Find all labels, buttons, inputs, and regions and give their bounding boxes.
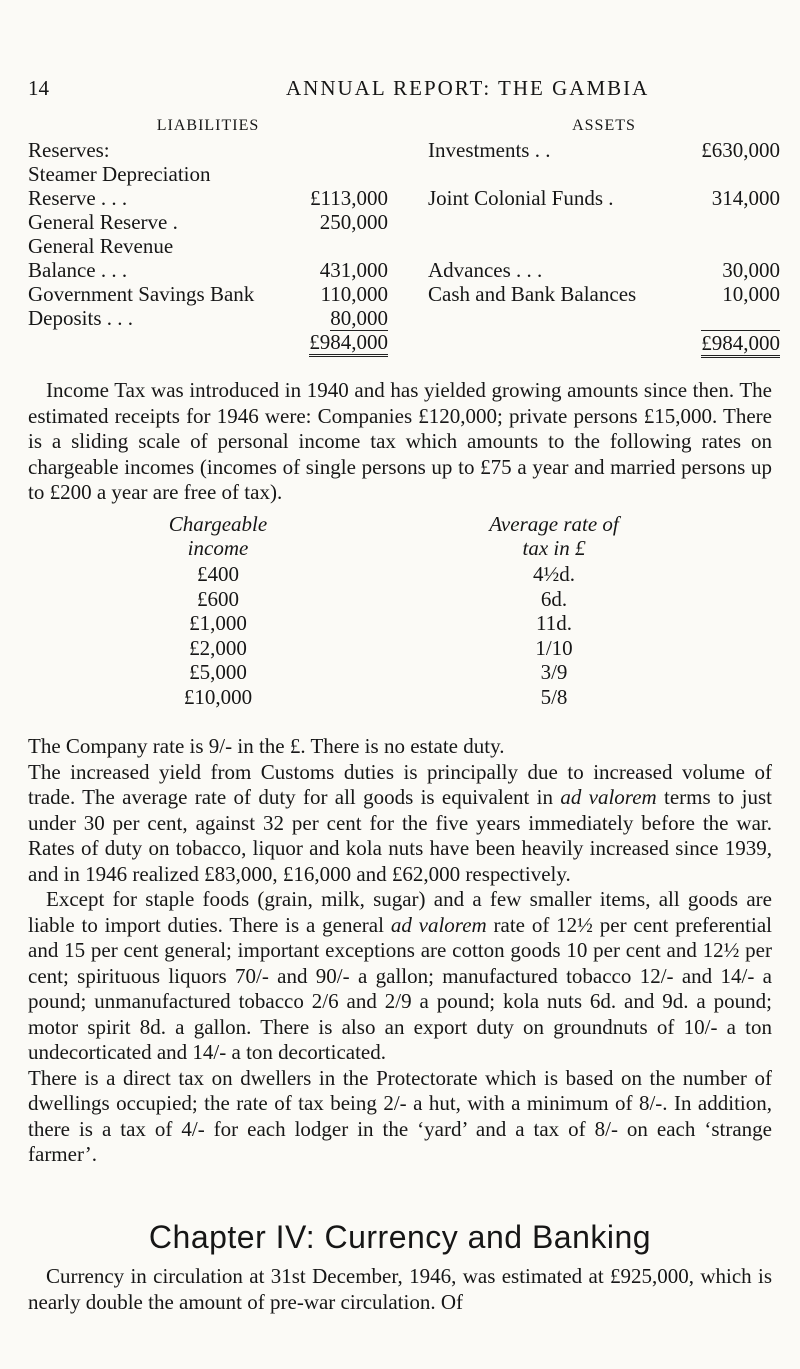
customs-paragraph: The increased yield from Customs duties is principally due to increased volume of trade. The average rate of duty for all goods is equivalent in ad valorem terms to just under 30 per cent, against 32 per cent for the five years immediately before the war. Rates of duty on tobacco, liquor and kola nuts have been heavily increased since 1939, and in 1946 realized £83,000, £16,000 and £62,000 respectively. (28, 759, 772, 886)
liabilities-total: £984,000 (309, 330, 388, 357)
general-reserve-line: General Reserve . 250,000 (28, 210, 388, 234)
company-rate-line: The Company rate is 9/- in the £. There is no estate duty. (28, 734, 505, 758)
general-reserve-amount: 250,000 (319, 210, 388, 234)
assets-total: £984,000 (701, 330, 780, 358)
assets-total-line (428, 330, 780, 354)
income-cell: £400 (197, 562, 239, 586)
income-cell: £2,000 (189, 635, 247, 660)
rate-cell: 1/10 (535, 635, 573, 660)
duties-section (28, 734, 772, 1168)
joint-colonial-line: Joint Colonial Funds . 314,000 (428, 186, 780, 210)
chargeable-income-heading: Chargeable income (168, 512, 268, 560)
income-cell: £10,000 (183, 684, 253, 709)
table-row (28, 660, 772, 685)
savings-bank-line: Government Savings Bank 110,000 (28, 282, 388, 306)
direct-tax-paragraph: There is a direct tax on dwellers in the Protectorate which is based on the number of dwellings occupied; the rate of tax being 2/- a hut, with a minimum of 8/-. In addition, there is a tax of 4/- for each lodger in the ‘yard’ and a tax of 8/- on each ‘strange farmer’. (28, 1065, 772, 1166)
steamer-reserve-line: Reserve . . . £113,000 (28, 186, 388, 210)
balance-sheet (28, 114, 780, 374)
liabilities-heading: LIABILITIES (156, 117, 260, 134)
tax-rate-table (28, 512, 772, 709)
table-row (28, 685, 772, 710)
investments-line: Investments . . £630,000 (428, 138, 780, 162)
savings-bank-amount: 110,000 (320, 282, 388, 306)
import-paragraph: Except for staple foods (grain, milk, sugar) and a few smaller items, all goods are liable to import duties. There is a general ad valorem rate of 12½ per cent preferential and 15 per cent general; important exceptions are cotton goods 10 per cent and 12½ per cent; spirituous liquors 70/- and 90/- a gallon; manufactured tobacco 12/- and 14/- a pound; unmanufactured tobacco 2/6 and 2/9 a pound; kola nuts 6d. and 9d. a pound; motor spirit 8d. a gallon. There is also an export duty on groundnuts of 10/- a ton undecorticated and 14/- a ton decorticated. (28, 887, 772, 1064)
page-number: 14 (28, 76, 49, 100)
income-tax-paragraph: Income Tax was introduced in 1940 and has yielded growing amounts since then. The estimated receipts for 1946 were: Companies £120,000; private persons £15,000. There is a sliding scale of personal income tax which amounts to the following rates on chargeable incomes (incomes of single persons up to £75 a year and married persons up to £200 a year are free of tax). (28, 378, 772, 504)
page-header (28, 76, 772, 106)
cash-amount: 10,000 (722, 282, 780, 306)
chapter-title: Chapter IV: Currency and Banking (148, 1219, 652, 1255)
rate-cell: 3/9 (540, 660, 568, 684)
average-rate-heading: Average rate of tax in £ (489, 512, 619, 560)
chapter-text-section (28, 1264, 772, 1315)
income-cell: £1,000 (189, 611, 247, 635)
table-row (28, 587, 772, 612)
steamer-label: Steamer Depreciation (28, 162, 211, 186)
income-tax-section (28, 378, 772, 506)
rate-cell: 6d. (540, 586, 568, 611)
liabilities-column (28, 114, 388, 354)
joint-colonial-amount: 314,000 (711, 186, 780, 210)
general-revenue-amount: 431,000 (319, 258, 388, 282)
report-title: ANNUAL REPORT: THE GAMBIA (286, 76, 650, 100)
rate-cell: 5/8 (540, 684, 568, 709)
rate-cell: 4½d. (533, 562, 575, 586)
assets-heading: ASSETS (572, 117, 636, 134)
deposits-amount: 80,000 (330, 306, 388, 330)
advances-line: Advances . . . 30,000 (428, 258, 780, 282)
table-row (28, 611, 772, 636)
rate-cell: 11d. (536, 611, 572, 635)
tax-table-header (28, 512, 772, 562)
table-row (28, 562, 772, 587)
liabilities-total-line (28, 330, 388, 354)
advances-amount: 30,000 (722, 258, 780, 282)
general-revenue-line: Balance . . . 431,000 (28, 258, 388, 282)
cash-line: Cash and Bank Balances 10,000 (428, 282, 780, 306)
steamer-amount: £113,000 (310, 186, 388, 210)
table-row (28, 636, 772, 661)
income-cell: £600 (197, 586, 239, 611)
reserves-label: Reserves: (28, 138, 110, 162)
currency-paragraph: Currency in circulation at 31st December, 1946, was estimated at £925,000, which is nearly double the amount of pre-war circulation. Of (28, 1264, 772, 1314)
income-cell: £5,000 (189, 660, 247, 684)
general-revenue-label: General Revenue (28, 234, 174, 258)
deposits-line: Deposits . . . 80,000 (28, 306, 388, 330)
investments-amount: £630,000 (701, 138, 780, 162)
assets-column (428, 114, 780, 354)
